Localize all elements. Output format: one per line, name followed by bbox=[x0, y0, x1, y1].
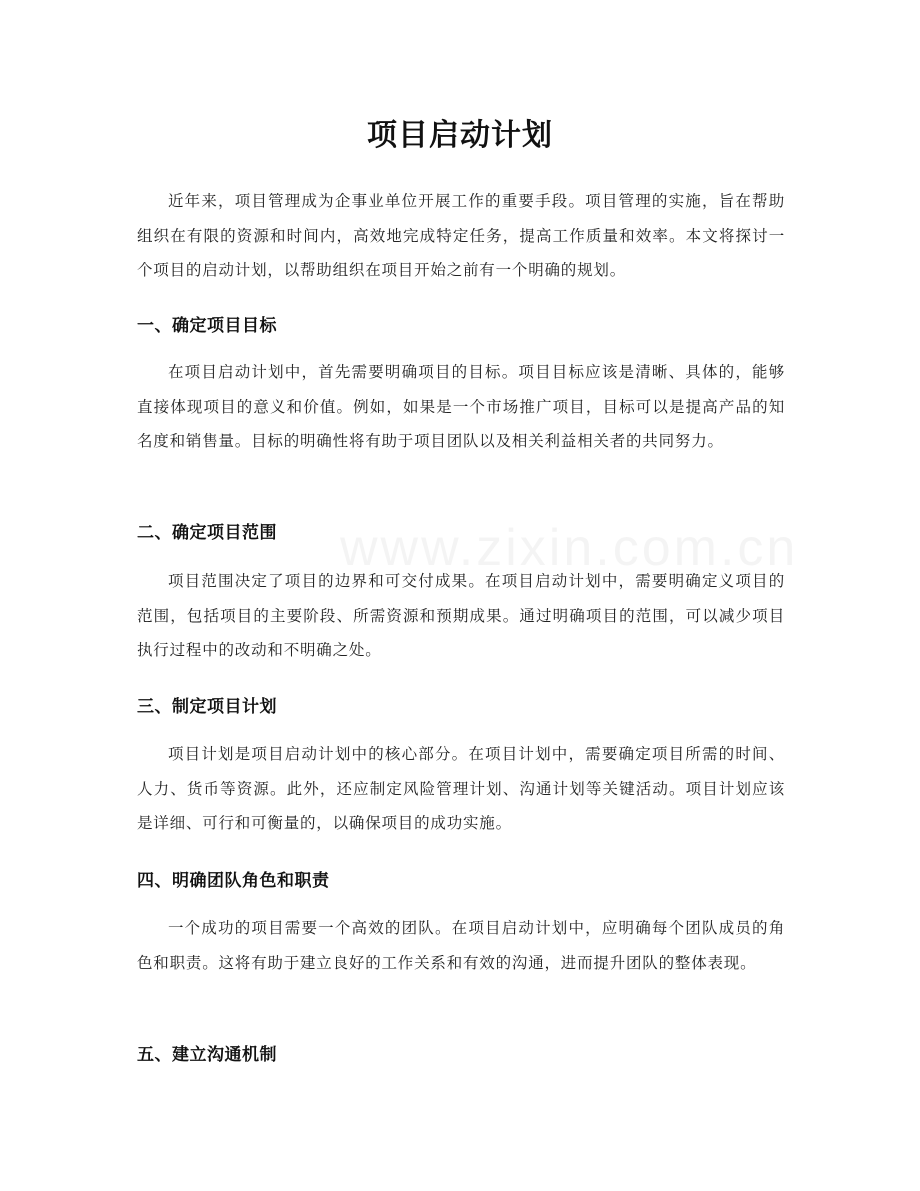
section-body-3: 项目计划是项目启动计划中的核心部分。在项目计划中，需要确定项目所需的时间、人力、货币等资源。此外，还应制定风险管理计划、沟通计划等关键活动。项目计划应该是详细、可行和可衡量的，以确保项目的成功实施。 bbox=[137, 745, 785, 832]
document-title: 项目启动计划 bbox=[367, 118, 553, 153]
section-heading-5: 五、建立沟通机制 bbox=[137, 1045, 277, 1065]
section-heading-1: 一、确定项目目标 bbox=[137, 316, 277, 336]
section-heading-2: 二、确定项目范围 bbox=[137, 523, 277, 543]
section-body-4: 一个成功的项目需要一个高效的团队。在项目启动计划中，应明确每个团队成员的角色和职责。这将有助于建立良好的工作关系和有效的沟通，进而提升团队的整体表现。 bbox=[137, 919, 785, 972]
section-heading-3: 三、制定项目计划 bbox=[137, 697, 277, 717]
intro-paragraph: 近年来，项目管理成为企事业单位开展工作的重要手段。项目管理的实施，旨在帮助组织在有限的资源和时间内，高效地完成特定任务，提高工作质量和效率。本文将探讨一个项目的启动计划，以帮助组织在项目开始之前有一个明确的规划。 bbox=[137, 192, 785, 279]
section-body-2: 项目范围决定了项目的边界和可交付成果。在项目启动计划中，需要明确定义项目的范围，包括项目的主要阶段、所需资源和预期成果。通过明确项目的范围，可以减少项目执行过程中的改动和不明确之处。 bbox=[137, 572, 785, 659]
section-body-1: 在项目启动计划中，首先需要明确项目的目标。项目目标应该是清晰、具体的，能够直接体现项目的意义和价值。例如，如果是一个市场推广项目，目标可以是提高产品的知名度和销售量。目标的明确性将有助于项目团队以及相关利益相关者的共同努力。 bbox=[137, 363, 785, 450]
section-heading-4: 四、明确团队角色和职责 bbox=[137, 871, 330, 891]
